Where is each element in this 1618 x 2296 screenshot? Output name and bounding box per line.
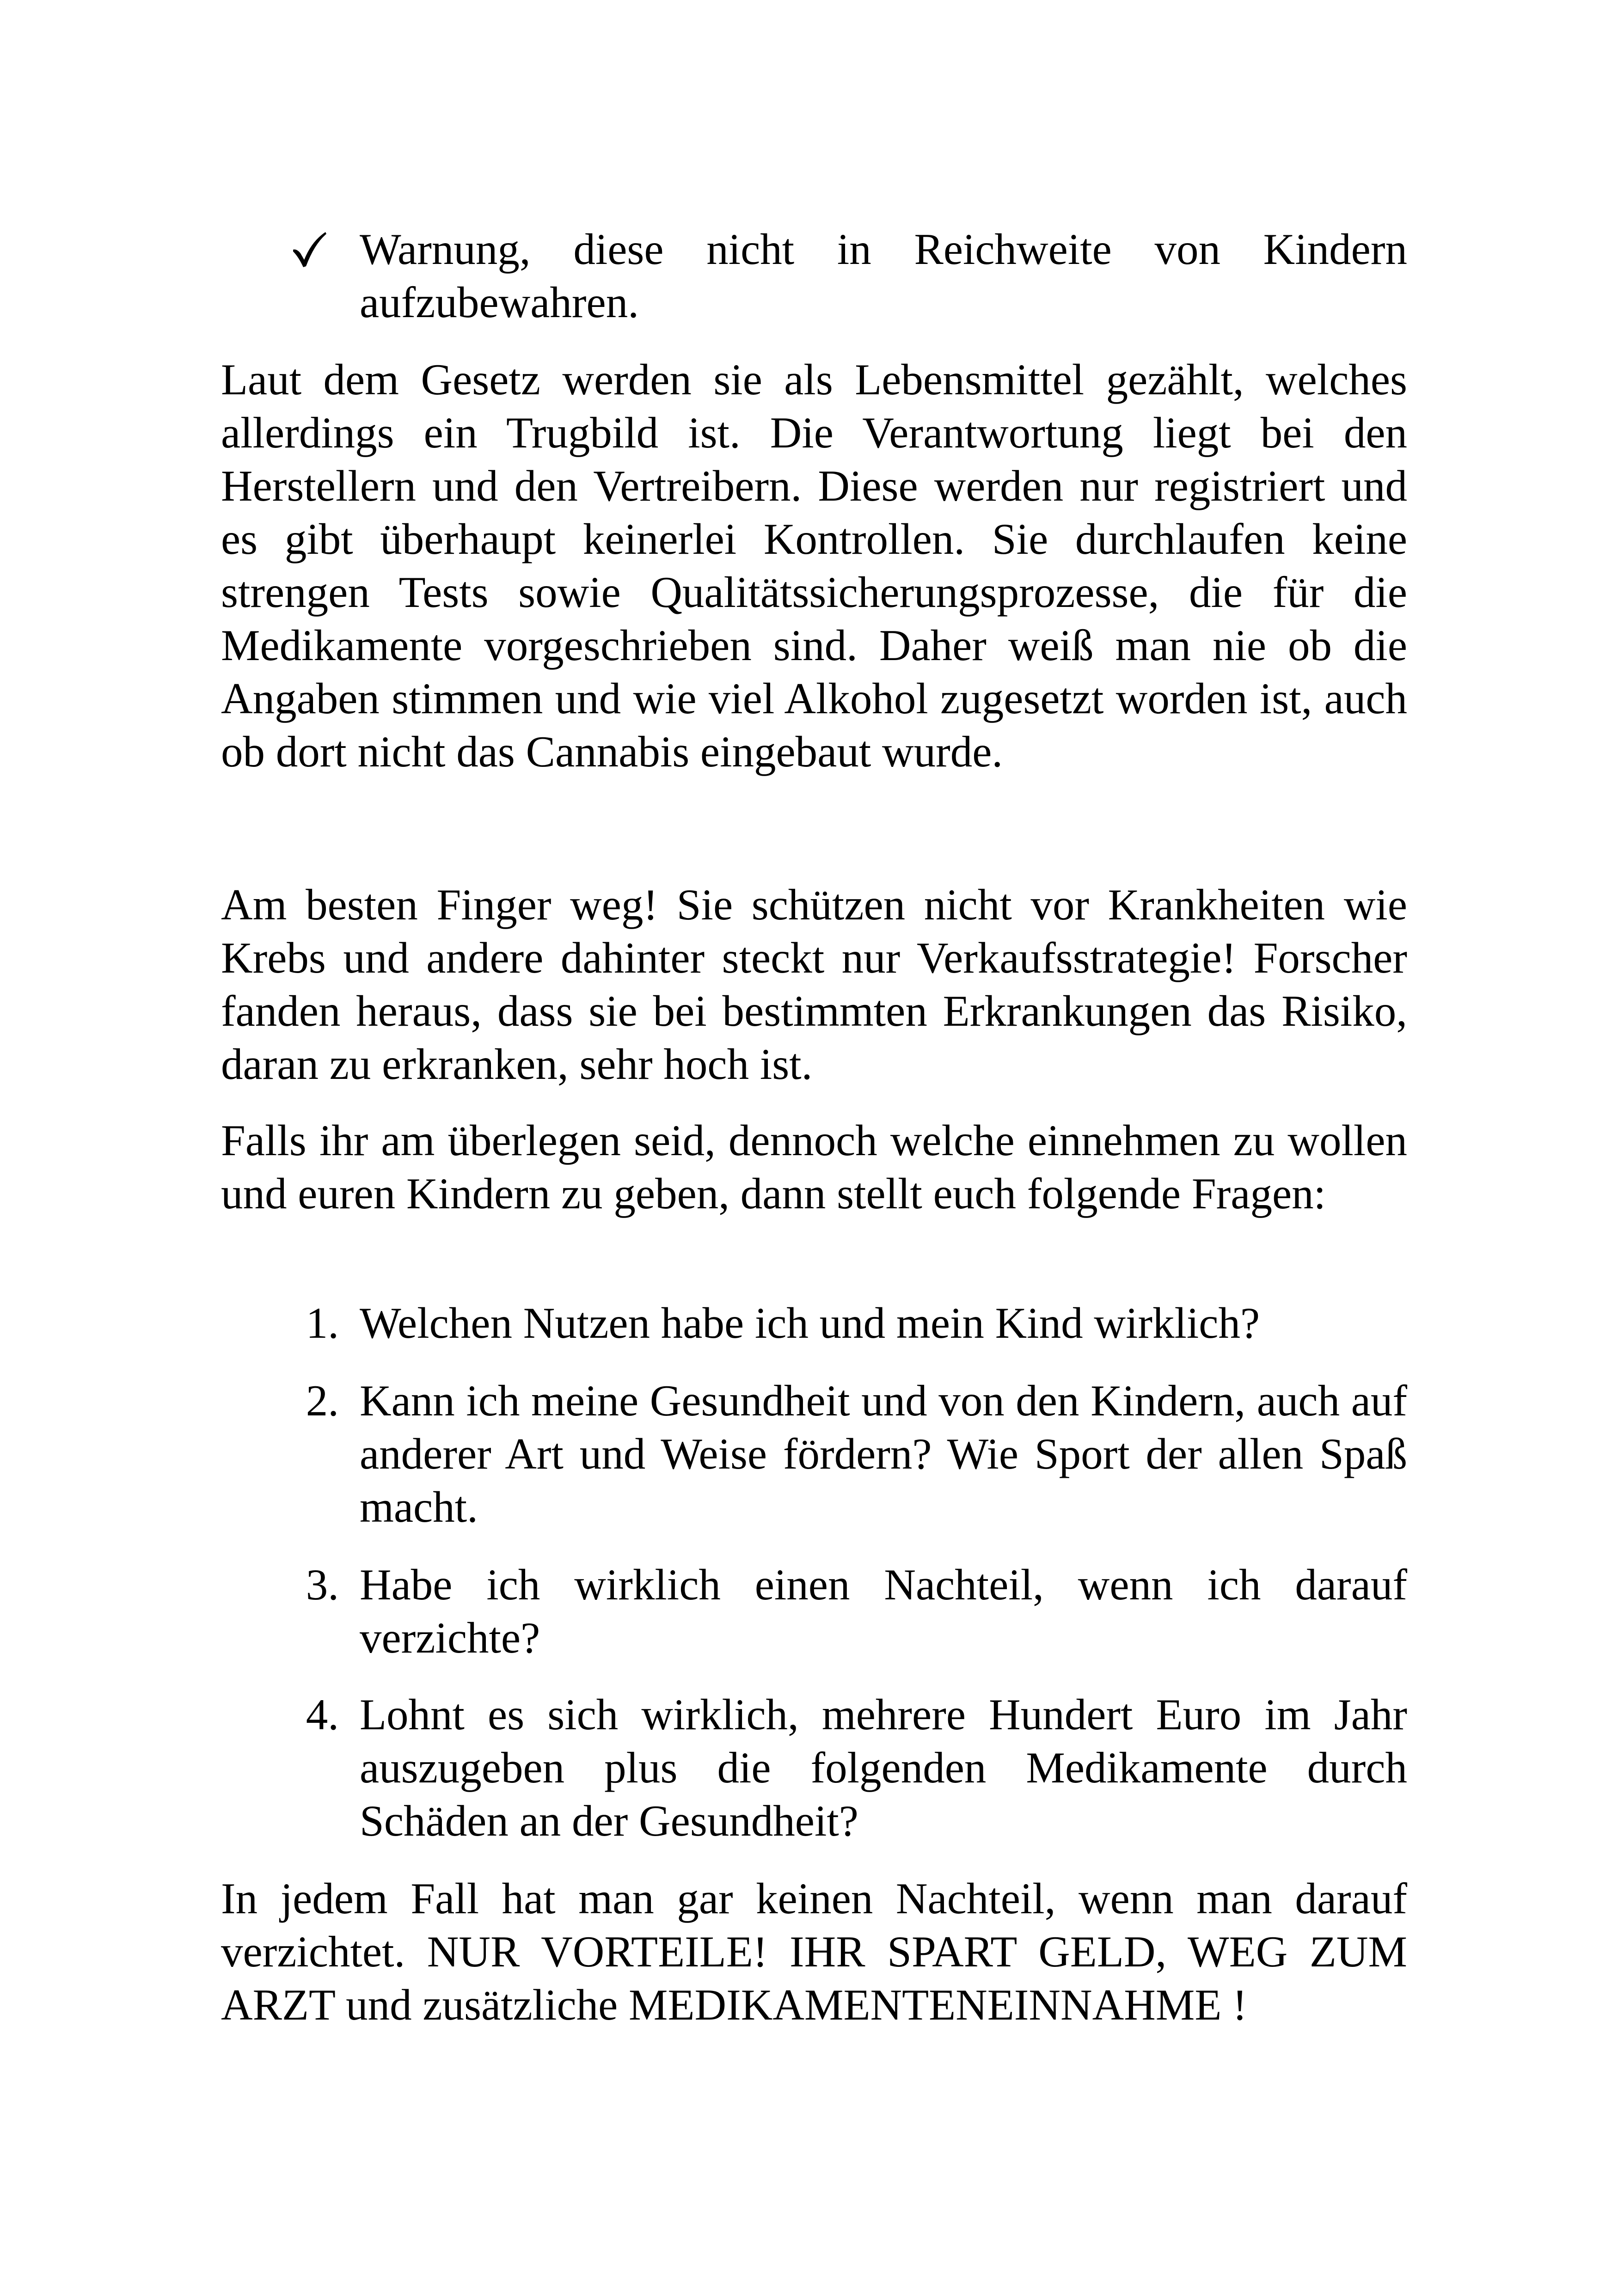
question-number: 2.: [306, 1376, 339, 1425]
paragraph-closing: In jedem Fall hat man gar keinen Nachteil, wenn man darauf verzichtet. NUR VORTEILE! IHR SPART GELD, WEG ZUM ARZT und zusätzliche MEDIKAMENTENEINNAHME !: [221, 1874, 1407, 2029]
paragraph-warning: Am besten Finger weg! Sie schützen nicht vor Krankheiten wie Krebs und andere dahinter steckt nur Verkaufsstrategie! Forscher fanden heraus, dass sie bei bestimmten Erkrankungen das Risiko, daran zu erkranken, sehr hoch ist.: [221, 880, 1407, 1089]
question-number: 4.: [306, 1690, 339, 1739]
question-text: Lohnt es sich wirklich, mehrere Hundert Euro im Jahr auszugeben plus die folgenden Medikamente durch Schäden an der Gesundheit?: [360, 1690, 1407, 1845]
question-text: Habe ich wirklich einen Nachteil, wenn ich darauf verzichte?: [360, 1560, 1407, 1662]
question-text: Welchen Nutzen habe ich und mein Kind wirklich?: [360, 1298, 1260, 1347]
paragraph-questions-intro: Falls ihr am überlegen seid, dennoch welche einnehmen zu wollen und euren Kindern zu geben, dann stellt euch folgende Fragen:: [221, 1116, 1407, 1218]
checkmark-icon: [290, 223, 337, 269]
checklist-item-text: Warnung, diese nicht in Reichweite von Kindern aufzubewahren.: [360, 225, 1407, 327]
question-text: Kann ich meine Gesundheit und von den Kindern, auch auf anderer Art und Weise fördern? Wie Sport der allen Spaß macht.: [360, 1376, 1407, 1531]
question-number: 1.: [306, 1298, 339, 1347]
question-number: 3.: [306, 1560, 339, 1609]
paragraph-law: Laut dem Gesetz werden sie als Lebensmittel gezählt, welches allerdings ein Trugbild ist. Die Verantwortung liegt bei den Herstellern und den Vertreibern. Diese werden nur registriert und es gibt überhaupt keinerlei Kontrollen. Sie durchlaufen keine strengen Tests sowie Qualitätssicherungsprozesse, die für die Medikamente vorgeschrieben sind. Daher weiß man nie ob die Angaben stimmen und wie viel Alkohol zugesetzt worden ist, auch ob dort nicht das Cannabis eingebaut wurde.: [221, 355, 1407, 776]
